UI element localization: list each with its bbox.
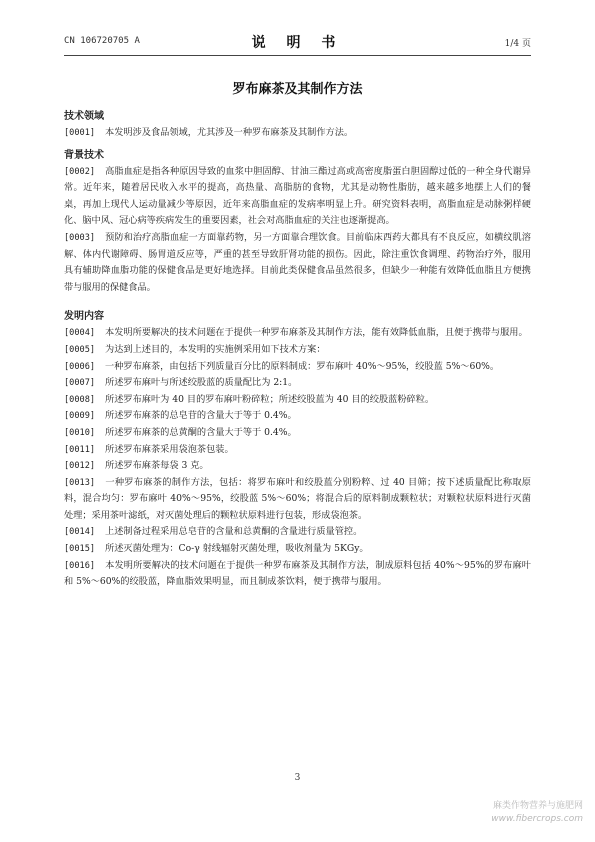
paragraph-number: [0005] [64, 344, 96, 355]
paragraph-number: [0007] [64, 378, 96, 389]
paragraph [64, 425, 531, 442]
paragraph [64, 230, 531, 296]
paragraph-text: 所述罗布麻茶每袋 3 克。 [105, 460, 209, 472]
paragraph [64, 375, 531, 392]
paragraph [64, 524, 531, 541]
paragraph-number: [0011] [64, 444, 96, 455]
paragraph [64, 392, 531, 409]
paragraph-text: 所述罗布麻茶的总黄酮的含量大于等于 0.4%。 [105, 426, 297, 438]
paragraph-text: 本发明所要解决的技术问题在于提供一种罗布麻茶及其制作方法，能有效降低血脂，且便于携带与服用。 [105, 327, 528, 339]
publication-number: CN 106720705 A [64, 36, 140, 46]
paragraph-text: 本发明所要解决的技术问题在于提供一种罗布麻茶及其制作方法，制成原料包括 40%～95%的罗布麻叶和 5%～60%的绞股蓝，降血脂效果明显，而且制成茶饮料，便于携带与服用。 [64, 559, 531, 588]
paragraph-text: 所述罗布麻叶为 40 目的罗布麻叶粉碎粒；所述绞股蓝为 40 目的绞股蓝粉碎粒。 [105, 393, 435, 405]
paragraph-number: [0016] [64, 560, 96, 571]
paragraph-number: [0006] [64, 361, 96, 372]
paragraph-text: 为达到上述目的，本发明的实施例采用如下技术方案： [105, 343, 326, 355]
paragraph-number: [0013] [64, 477, 96, 488]
section-heading: 技术领域 [64, 111, 104, 122]
section-heading: 背景技术 [64, 149, 104, 161]
document-title: 罗布麻茶及其制作方法 [232, 82, 363, 97]
paragraph-number: [0004] [64, 328, 96, 339]
paragraph [64, 325, 531, 342]
paragraph-text: 所述罗布麻茶采用袋泡茶包装。 [105, 443, 234, 455]
paragraph-text: 所述罗布麻叶与所述绞股蓝的质量配比为 2:1。 [105, 377, 298, 389]
paragraph [64, 558, 531, 591]
paragraph [64, 359, 531, 376]
paragraph-number: [0012] [64, 461, 96, 472]
paragraph [64, 442, 531, 459]
page-header [64, 28, 531, 54]
paragraph [64, 164, 531, 230]
paragraph-text: 本发明涉及食品领域，尤其涉及一种罗布麻茶及其制作方法。 [105, 127, 354, 138]
paragraph-text: 所述灭菌处理为：Co-γ 射线辐射灭菌处理，吸收剂量为 5KGy。 [105, 543, 369, 555]
paragraph-number: [0015] [64, 544, 96, 555]
paragraph [64, 408, 531, 425]
paragraph [64, 342, 531, 359]
paragraph [64, 541, 531, 558]
section-heading: 发明内容 [64, 311, 104, 323]
watermark-url: www.fibercrops.com [491, 814, 583, 824]
paragraph-number: [0014] [64, 527, 96, 538]
paragraph [64, 125, 531, 142]
document-type: 说 明 书 [251, 35, 344, 51]
paragraph-number: [0009] [64, 411, 96, 422]
header-divider [64, 55, 531, 56]
paragraph-text: 上述制备过程采用总皂苷的含量和总黄酮的含量进行质量管控。 [105, 526, 363, 538]
paragraph-text: 一种罗布麻茶的制作方法，包括：将罗布麻叶和绞股蓝分别粉粹、过 40 目筛；按下述质量配比称取原料，混合均匀：罗布麻叶 40%～95%，绞股蓝 5%～60%；将混合后的原料制成颗粒状；对颗粒状原料进行灭菌处理；采用茶叶滤纸，对灭菌处理后的颗粒状原料进行包装，形成袋泡茶。 [64, 476, 531, 521]
paragraph-number: [0003] [64, 232, 96, 243]
watermark-site-name: 麻类作物营养与施肥网 [492, 801, 583, 811]
paragraph-text: 一种罗布麻茶，由包括下列质量百分比的原料制成：罗布麻叶 40%～95%，绞股蓝 5%～60%。 [105, 360, 500, 372]
page-info: 1/4 页 [504, 39, 531, 49]
page-number: 3 [294, 773, 301, 783]
document-body [64, 108, 531, 591]
paragraph [64, 475, 531, 525]
paragraph-text: 高脂血症是指各种原因导致的血浆中胆固醇、甘油三酯过高或高密度脂蛋白胆固醇过低的一种全身代谢异常。近年来，随着居民收入水平的提高，高热量、高脂肪的食物，尤其是动物性脂肪，越来越多地摆上人们的餐桌，再加上现代人运动量减少等原因，近年来高脂血症的发病率明显上升。研究资料表明，高脂血症是动脉粥样硬化、脑中风、冠心病等疾病发生的重要因素，社会对高脂血症的关注也逐渐提高。 [64, 165, 531, 227]
paragraph-number: [0008] [64, 394, 96, 405]
paragraph-text: 所述罗布麻茶的总皂苷的含量大于等于 0.4%。 [105, 410, 297, 422]
watermark [491, 800, 583, 826]
paragraph [64, 458, 531, 475]
paragraph-number: [0002] [64, 166, 96, 177]
paragraph-number: [0001] [64, 128, 96, 138]
paragraph-number: [0010] [64, 427, 96, 438]
paragraph-text: 预防和治疗高脂血症一方面靠药物，另一方面靠合理饮食。目前临床西药大都具有不良反应，如横纹肌溶解、体内代谢障碍、肠胃道反应等，严重的甚至导致肝肾功能的损伤。因此，除注重饮食调理、药物治疗外，服用具有辅助降血脂功能的保健食品是更好地选择。目前此类保健食品虽然很多，但缺少一种能有效降低血脂且方便携带与服用的保健食品。 [64, 231, 531, 293]
